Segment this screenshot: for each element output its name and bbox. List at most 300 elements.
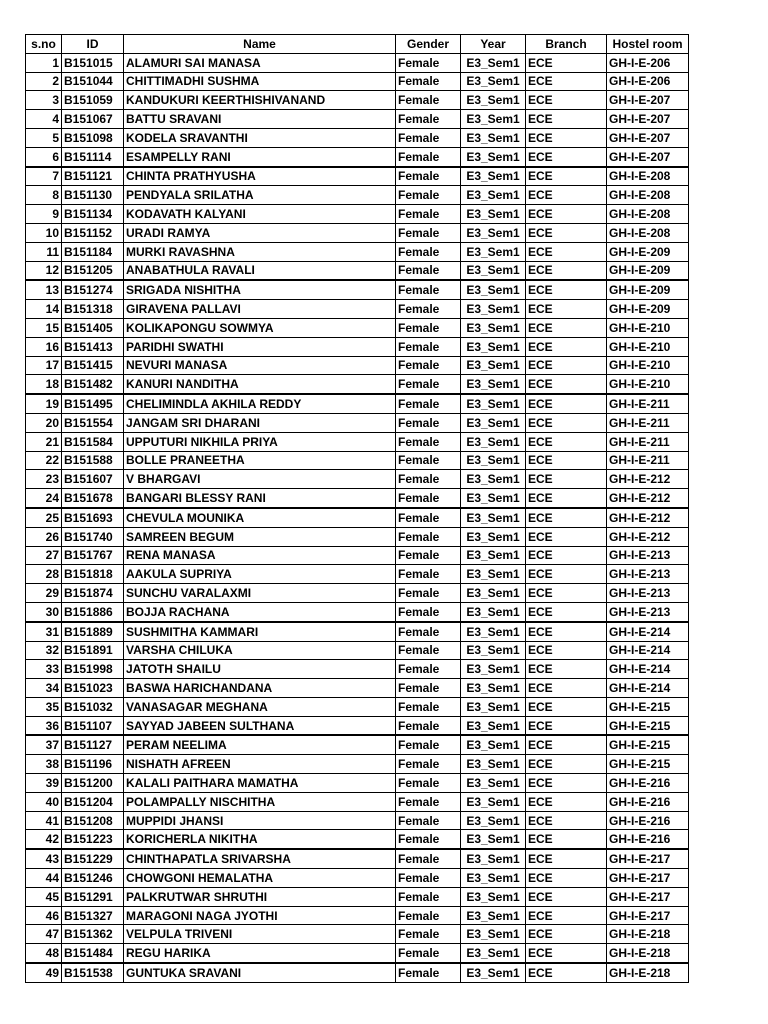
- gender-cell: Female: [396, 318, 461, 337]
- sno-cell: 38: [26, 755, 62, 774]
- id-cell: B151998: [62, 660, 124, 679]
- year-cell: E3_Sem1: [461, 242, 526, 261]
- name-cell: JATOTH SHAILU: [124, 660, 396, 679]
- sno-cell: 29: [26, 584, 62, 603]
- column-header-sno: s.no: [26, 35, 62, 54]
- table-row: [26, 774, 689, 793]
- sno-cell: 6: [26, 147, 62, 166]
- year-cell: E3_Sem1: [461, 91, 526, 110]
- gender-cell: Female: [396, 697, 461, 716]
- table-row: [26, 375, 689, 394]
- hostel-allotment-table: [25, 34, 689, 983]
- table-row: [26, 489, 689, 508]
- table-row: [26, 205, 689, 224]
- year-cell: E3_Sem1: [461, 963, 526, 982]
- table-row: [26, 451, 689, 470]
- hostel-room-cell: GH-I-E-213: [607, 546, 689, 565]
- id-cell: B151484: [62, 944, 124, 963]
- branch-cell: ECE: [526, 280, 607, 299]
- sno-cell: 43: [26, 849, 62, 868]
- name-cell: ANABATHULA RAVALI: [124, 261, 396, 280]
- id-cell: B151889: [62, 622, 124, 641]
- branch-cell: ECE: [526, 546, 607, 565]
- branch-cell: ECE: [526, 527, 607, 546]
- year-cell: E3_Sem1: [461, 755, 526, 774]
- year-cell: E3_Sem1: [461, 53, 526, 72]
- sno-cell: 21: [26, 432, 62, 451]
- column-header-hostel-room: Hostel room: [607, 35, 689, 54]
- gender-cell: Female: [396, 167, 461, 186]
- hostel-room-cell: GH-I-E-218: [607, 944, 689, 963]
- branch-cell: ECE: [526, 261, 607, 280]
- name-cell: ESAMPELLY RANI: [124, 147, 396, 166]
- hostel-room-cell: GH-I-E-215: [607, 735, 689, 754]
- hostel-room-cell: GH-I-E-207: [607, 91, 689, 110]
- branch-cell: ECE: [526, 755, 607, 774]
- table-row: [26, 242, 689, 261]
- id-cell: B151874: [62, 584, 124, 603]
- gender-cell: Female: [396, 489, 461, 508]
- name-cell: VANASAGAR MEGHANA: [124, 697, 396, 716]
- id-cell: B151044: [62, 72, 124, 91]
- branch-cell: ECE: [526, 72, 607, 91]
- table-row: [26, 641, 689, 660]
- year-cell: E3_Sem1: [461, 508, 526, 527]
- id-cell: B151362: [62, 925, 124, 944]
- id-cell: B151482: [62, 375, 124, 394]
- sno-cell: 31: [26, 622, 62, 641]
- id-cell: B151767: [62, 546, 124, 565]
- branch-cell: ECE: [526, 697, 607, 716]
- gender-cell: Female: [396, 716, 461, 735]
- name-cell: PENDYALA SRILATHA: [124, 186, 396, 205]
- table-row: [26, 128, 689, 147]
- year-cell: E3_Sem1: [461, 261, 526, 280]
- name-cell: CHITTIMADHI SUSHMA: [124, 72, 396, 91]
- table-row: [26, 167, 689, 186]
- name-cell: GUNTUKA SRAVANI: [124, 963, 396, 982]
- table-row: [26, 53, 689, 72]
- branch-cell: ECE: [526, 925, 607, 944]
- hostel-room-cell: GH-I-E-210: [607, 375, 689, 394]
- branch-cell: ECE: [526, 489, 607, 508]
- gender-cell: Female: [396, 622, 461, 641]
- year-cell: E3_Sem1: [461, 186, 526, 205]
- sno-cell: 36: [26, 716, 62, 735]
- table-row: [26, 110, 689, 129]
- column-header-id: ID: [62, 35, 124, 54]
- sno-cell: 1: [26, 53, 62, 72]
- sno-cell: 7: [26, 167, 62, 186]
- hostel-room-cell: GH-I-E-214: [607, 641, 689, 660]
- name-cell: SUSHMITHA KAMMARI: [124, 622, 396, 641]
- id-cell: B151196: [62, 755, 124, 774]
- name-cell: BOJJA RACHANA: [124, 602, 396, 621]
- sno-cell: 45: [26, 887, 62, 906]
- table-row: [26, 944, 689, 963]
- table-row: [26, 622, 689, 641]
- name-cell: MURKI RAVASHNA: [124, 242, 396, 261]
- id-cell: B151678: [62, 489, 124, 508]
- branch-cell: ECE: [526, 300, 607, 319]
- hostel-room-cell: GH-I-E-208: [607, 167, 689, 186]
- table-row: [26, 318, 689, 337]
- sno-cell: 27: [26, 546, 62, 565]
- hostel-room-cell: GH-I-E-218: [607, 963, 689, 982]
- table-row: [26, 602, 689, 621]
- id-cell: B151121: [62, 167, 124, 186]
- table-row: [26, 223, 689, 242]
- year-cell: E3_Sem1: [461, 697, 526, 716]
- id-cell: B151495: [62, 394, 124, 413]
- branch-cell: ECE: [526, 869, 607, 888]
- year-cell: E3_Sem1: [461, 432, 526, 451]
- id-cell: B151152: [62, 223, 124, 242]
- sno-cell: 47: [26, 925, 62, 944]
- name-cell: CHINTA PRATHYUSHA: [124, 167, 396, 186]
- table-row: [26, 697, 689, 716]
- gender-cell: Female: [396, 261, 461, 280]
- branch-cell: ECE: [526, 963, 607, 982]
- name-cell: SAYYAD JABEEN SULTHANA: [124, 716, 396, 735]
- year-cell: E3_Sem1: [461, 280, 526, 299]
- table-row: [26, 186, 689, 205]
- year-cell: E3_Sem1: [461, 223, 526, 242]
- branch-cell: ECE: [526, 375, 607, 394]
- branch-cell: ECE: [526, 584, 607, 603]
- branch-cell: ECE: [526, 887, 607, 906]
- hostel-room-cell: GH-I-E-210: [607, 318, 689, 337]
- name-cell: KODAVATH KALYANI: [124, 205, 396, 224]
- sno-cell: 23: [26, 470, 62, 489]
- id-cell: B151134: [62, 205, 124, 224]
- year-cell: E3_Sem1: [461, 318, 526, 337]
- hostel-room-cell: GH-I-E-207: [607, 147, 689, 166]
- branch-cell: ECE: [526, 792, 607, 811]
- id-cell: B151318: [62, 300, 124, 319]
- branch-cell: ECE: [526, 622, 607, 641]
- name-cell: AAKULA SUPRIYA: [124, 565, 396, 584]
- table-body: [26, 53, 689, 982]
- table-row: [26, 963, 689, 982]
- branch-cell: ECE: [526, 337, 607, 356]
- hostel-room-cell: GH-I-E-216: [607, 830, 689, 849]
- name-cell: SRIGADA NISHITHA: [124, 280, 396, 299]
- year-cell: E3_Sem1: [461, 602, 526, 621]
- name-cell: RENA MANASA: [124, 546, 396, 565]
- year-cell: E3_Sem1: [461, 887, 526, 906]
- id-cell: B151405: [62, 318, 124, 337]
- table-row: [26, 356, 689, 375]
- hostel-room-cell: GH-I-E-212: [607, 470, 689, 489]
- gender-cell: Female: [396, 869, 461, 888]
- table-row: [26, 735, 689, 754]
- id-cell: B151327: [62, 906, 124, 925]
- gender-cell: Female: [396, 147, 461, 166]
- sno-cell: 15: [26, 318, 62, 337]
- sno-cell: 10: [26, 223, 62, 242]
- table-row: [26, 470, 689, 489]
- column-header-name: Name: [124, 35, 396, 54]
- table-row: [26, 91, 689, 110]
- table-row: [26, 508, 689, 527]
- year-cell: E3_Sem1: [461, 925, 526, 944]
- name-cell: VARSHA CHILUKA: [124, 641, 396, 660]
- branch-cell: ECE: [526, 110, 607, 129]
- id-cell: B151130: [62, 186, 124, 205]
- branch-cell: ECE: [526, 811, 607, 830]
- gender-cell: Female: [396, 679, 461, 698]
- year-cell: E3_Sem1: [461, 375, 526, 394]
- branch-cell: ECE: [526, 906, 607, 925]
- name-cell: V BHARGAVI: [124, 470, 396, 489]
- gender-cell: Female: [396, 546, 461, 565]
- id-cell: B151246: [62, 869, 124, 888]
- branch-cell: ECE: [526, 223, 607, 242]
- branch-cell: ECE: [526, 735, 607, 754]
- id-cell: B151818: [62, 565, 124, 584]
- gender-cell: Female: [396, 53, 461, 72]
- id-cell: B151415: [62, 356, 124, 375]
- gender-cell: Female: [396, 811, 461, 830]
- table-row: [26, 811, 689, 830]
- sno-cell: 46: [26, 906, 62, 925]
- year-cell: E3_Sem1: [461, 679, 526, 698]
- branch-cell: ECE: [526, 830, 607, 849]
- branch-cell: ECE: [526, 774, 607, 793]
- hostel-room-cell: GH-I-E-212: [607, 527, 689, 546]
- gender-cell: Female: [396, 925, 461, 944]
- hostel-room-cell: GH-I-E-209: [607, 261, 689, 280]
- branch-cell: ECE: [526, 432, 607, 451]
- sno-cell: 28: [26, 565, 62, 584]
- branch-cell: ECE: [526, 679, 607, 698]
- hostel-room-cell: GH-I-E-213: [607, 602, 689, 621]
- year-cell: E3_Sem1: [461, 716, 526, 735]
- hostel-room-cell: GH-I-E-216: [607, 792, 689, 811]
- hostel-room-cell: GH-I-E-208: [607, 205, 689, 224]
- table-row: [26, 527, 689, 546]
- hostel-room-cell: GH-I-E-212: [607, 489, 689, 508]
- id-cell: B151584: [62, 432, 124, 451]
- table-row: [26, 849, 689, 868]
- table-row: [26, 147, 689, 166]
- table-row: [26, 679, 689, 698]
- id-cell: B151607: [62, 470, 124, 489]
- gender-cell: Female: [396, 584, 461, 603]
- gender-cell: Female: [396, 887, 461, 906]
- id-cell: B151693: [62, 508, 124, 527]
- name-cell: KANDUKURI KEERTHISHIVANAND: [124, 91, 396, 110]
- sno-cell: 4: [26, 110, 62, 129]
- header-row: [26, 35, 689, 54]
- name-cell: REGU HARIKA: [124, 944, 396, 963]
- sno-cell: 35: [26, 697, 62, 716]
- branch-cell: ECE: [526, 565, 607, 584]
- year-cell: E3_Sem1: [461, 546, 526, 565]
- branch-cell: ECE: [526, 186, 607, 205]
- name-cell: KALALI PAITHARA MAMATHA: [124, 774, 396, 793]
- sno-cell: 8: [26, 186, 62, 205]
- hostel-room-cell: GH-I-E-208: [607, 223, 689, 242]
- branch-cell: ECE: [526, 356, 607, 375]
- gender-cell: Female: [396, 451, 461, 470]
- name-cell: SAMREEN BEGUM: [124, 527, 396, 546]
- sno-cell: 44: [26, 869, 62, 888]
- sno-cell: 14: [26, 300, 62, 319]
- table-row: [26, 337, 689, 356]
- gender-cell: Female: [396, 128, 461, 147]
- year-cell: E3_Sem1: [461, 869, 526, 888]
- hostel-room-cell: GH-I-E-214: [607, 679, 689, 698]
- year-cell: E3_Sem1: [461, 128, 526, 147]
- table-row: [26, 906, 689, 925]
- year-cell: E3_Sem1: [461, 565, 526, 584]
- hostel-room-cell: GH-I-E-213: [607, 565, 689, 584]
- gender-cell: Female: [396, 186, 461, 205]
- name-cell: URADI RAMYA: [124, 223, 396, 242]
- id-cell: B151229: [62, 849, 124, 868]
- name-cell: BANGARI BLESSY RANI: [124, 489, 396, 508]
- year-cell: E3_Sem1: [461, 735, 526, 754]
- gender-cell: Female: [396, 337, 461, 356]
- name-cell: UPPUTURI NIKHILA PRIYA: [124, 432, 396, 451]
- id-cell: B151538: [62, 963, 124, 982]
- branch-cell: ECE: [526, 660, 607, 679]
- hostel-room-cell: GH-I-E-210: [607, 337, 689, 356]
- gender-cell: Female: [396, 242, 461, 261]
- year-cell: E3_Sem1: [461, 337, 526, 356]
- hostel-room-cell: GH-I-E-206: [607, 53, 689, 72]
- sno-cell: 37: [26, 735, 62, 754]
- sno-cell: 18: [26, 375, 62, 394]
- gender-cell: Female: [396, 527, 461, 546]
- id-cell: B151891: [62, 641, 124, 660]
- sno-cell: 13: [26, 280, 62, 299]
- sno-cell: 41: [26, 811, 62, 830]
- name-cell: KODELA SRAVANTHI: [124, 128, 396, 147]
- hostel-room-cell: GH-I-E-215: [607, 697, 689, 716]
- id-cell: B151184: [62, 242, 124, 261]
- branch-cell: ECE: [526, 53, 607, 72]
- hostel-room-cell: GH-I-E-206: [607, 72, 689, 91]
- name-cell: NISHATH AFREEN: [124, 755, 396, 774]
- hostel-room-cell: GH-I-E-208: [607, 186, 689, 205]
- sno-cell: 19: [26, 394, 62, 413]
- gender-cell: Female: [396, 774, 461, 793]
- year-cell: E3_Sem1: [461, 470, 526, 489]
- name-cell: PALKRUTWAR SHRUTHI: [124, 887, 396, 906]
- sno-cell: 42: [26, 830, 62, 849]
- sno-cell: 2: [26, 72, 62, 91]
- gender-cell: Female: [396, 300, 461, 319]
- name-cell: CHEVULA MOUNIKA: [124, 508, 396, 527]
- year-cell: E3_Sem1: [461, 774, 526, 793]
- table-row: [26, 925, 689, 944]
- sno-cell: 9: [26, 205, 62, 224]
- name-cell: BATTU SRAVANI: [124, 110, 396, 129]
- hostel-room-cell: GH-I-E-207: [607, 110, 689, 129]
- sno-cell: 49: [26, 963, 62, 982]
- year-cell: E3_Sem1: [461, 110, 526, 129]
- id-cell: B151413: [62, 337, 124, 356]
- id-cell: B151205: [62, 261, 124, 280]
- sno-cell: 20: [26, 413, 62, 432]
- id-cell: B151059: [62, 91, 124, 110]
- branch-cell: ECE: [526, 413, 607, 432]
- id-cell: B151588: [62, 451, 124, 470]
- sno-cell: 40: [26, 792, 62, 811]
- sno-cell: 17: [26, 356, 62, 375]
- table-row: [26, 869, 689, 888]
- hostel-room-cell: GH-I-E-215: [607, 716, 689, 735]
- hostel-room-cell: GH-I-E-211: [607, 432, 689, 451]
- name-cell: VELPULA TRIVENI: [124, 925, 396, 944]
- id-cell: B151208: [62, 811, 124, 830]
- gender-cell: Female: [396, 906, 461, 925]
- sno-cell: 26: [26, 527, 62, 546]
- id-cell: B151740: [62, 527, 124, 546]
- name-cell: ALAMURI SAI MANASA: [124, 53, 396, 72]
- branch-cell: ECE: [526, 167, 607, 186]
- name-cell: BOLLE PRANEETHA: [124, 451, 396, 470]
- id-cell: B151274: [62, 280, 124, 299]
- id-cell: B151032: [62, 697, 124, 716]
- year-cell: E3_Sem1: [461, 300, 526, 319]
- table-row: [26, 546, 689, 565]
- table-row: [26, 432, 689, 451]
- gender-cell: Female: [396, 660, 461, 679]
- year-cell: E3_Sem1: [461, 147, 526, 166]
- table-row: [26, 261, 689, 280]
- branch-cell: ECE: [526, 242, 607, 261]
- sno-cell: 48: [26, 944, 62, 963]
- hostel-room-cell: GH-I-E-217: [607, 906, 689, 925]
- table-row: [26, 565, 689, 584]
- year-cell: E3_Sem1: [461, 944, 526, 963]
- year-cell: E3_Sem1: [461, 584, 526, 603]
- table-row: [26, 413, 689, 432]
- year-cell: E3_Sem1: [461, 849, 526, 868]
- branch-cell: ECE: [526, 944, 607, 963]
- table-row: [26, 280, 689, 299]
- name-cell: KORICHERLA NIKITHA: [124, 830, 396, 849]
- name-cell: BASWA HARICHANDANA: [124, 679, 396, 698]
- sno-cell: 39: [26, 774, 62, 793]
- id-cell: B151107: [62, 716, 124, 735]
- gender-cell: Female: [396, 830, 461, 849]
- year-cell: E3_Sem1: [461, 811, 526, 830]
- year-cell: E3_Sem1: [461, 489, 526, 508]
- hostel-room-cell: GH-I-E-216: [607, 811, 689, 830]
- name-cell: CHINTHAPATLA SRIVARSHA: [124, 849, 396, 868]
- id-cell: B151023: [62, 679, 124, 698]
- name-cell: KOLIKAPONGU SOWMYA: [124, 318, 396, 337]
- year-cell: E3_Sem1: [461, 622, 526, 641]
- id-cell: B151015: [62, 53, 124, 72]
- sno-cell: 3: [26, 91, 62, 110]
- hostel-room-cell: GH-I-E-217: [607, 849, 689, 868]
- gender-cell: Female: [396, 470, 461, 489]
- gender-cell: Female: [396, 91, 461, 110]
- hostel-room-cell: GH-I-E-218: [607, 925, 689, 944]
- branch-cell: ECE: [526, 641, 607, 660]
- name-cell: POLAMPALLY NISCHITHA: [124, 792, 396, 811]
- gender-cell: Female: [396, 849, 461, 868]
- hostel-room-cell: GH-I-E-211: [607, 394, 689, 413]
- branch-cell: ECE: [526, 128, 607, 147]
- branch-cell: ECE: [526, 205, 607, 224]
